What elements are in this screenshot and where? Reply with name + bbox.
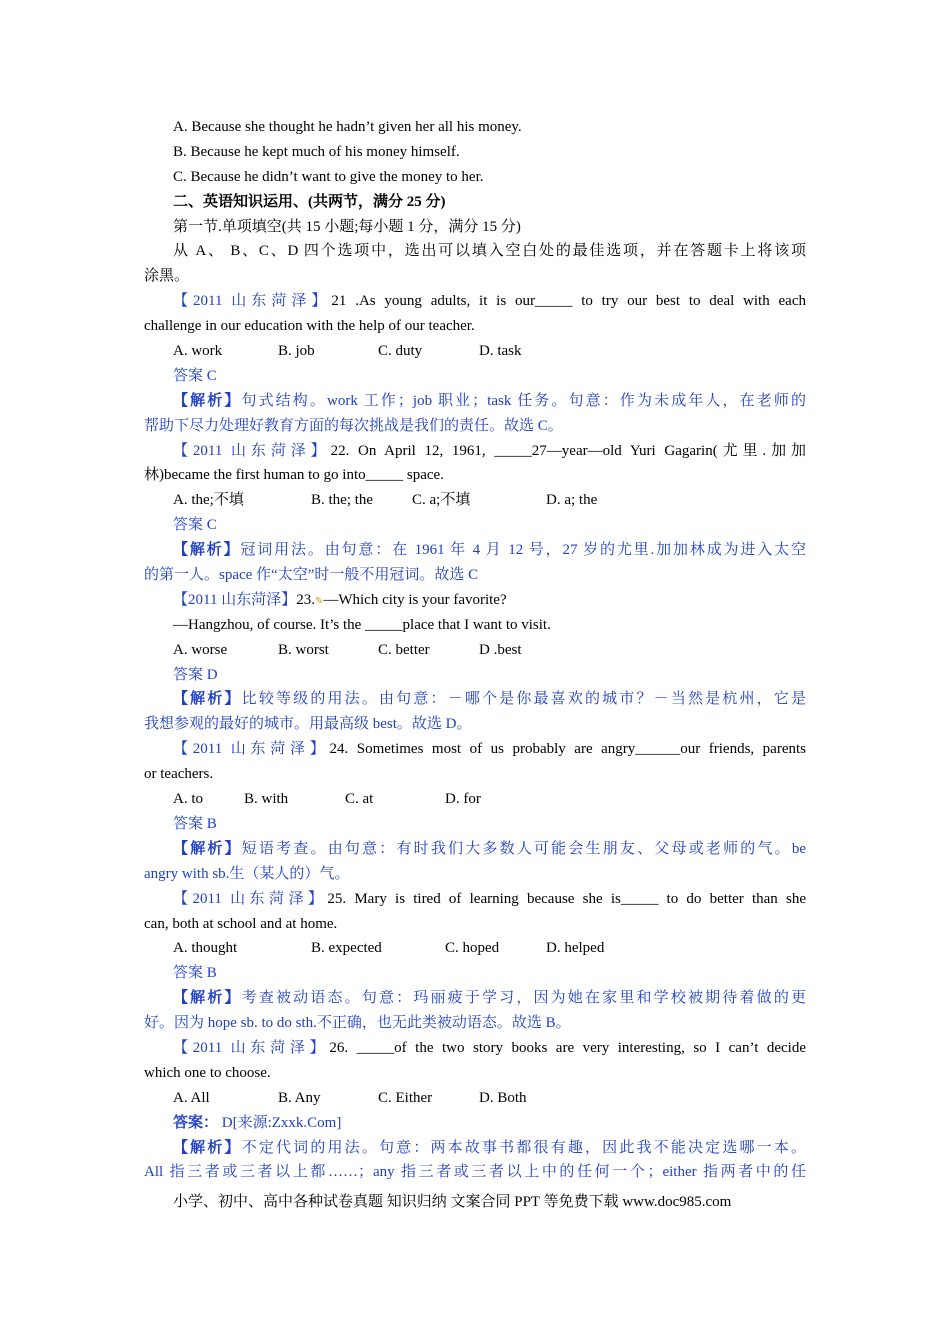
question-21-analysis-line1: 【解析】句式结构。work 工作；job 职业；task 任务。句意：作为未成年人，在老师的 bbox=[173, 392, 806, 409]
analysis-tag: 【解析】 bbox=[173, 691, 242, 708]
question-21-analysis-line2: 帮助下尽力处理好教育方面的每次挑战是我们的责任。故选 C。 bbox=[144, 417, 563, 434]
option-a: A. thought bbox=[173, 940, 238, 957]
document-content bbox=[144, 115, 806, 1185]
question-26-options bbox=[144, 1086, 806, 1111]
option-b: B. the; the bbox=[311, 492, 374, 509]
option-d: D. Both bbox=[479, 1089, 527, 1106]
option-a: A. to bbox=[173, 791, 203, 808]
question-25-answer: 答案 B bbox=[173, 965, 217, 982]
question-22-line1 bbox=[144, 439, 806, 464]
instructions-line2: 涂黑。 bbox=[144, 268, 190, 285]
source-tag: 【2011 山东菏泽】 bbox=[173, 1039, 330, 1056]
question-22-line2: 林)became the first human to go into_____ space. bbox=[144, 467, 444, 484]
option-b: B. worst bbox=[278, 641, 329, 658]
q20-option-a: A. Because she thought he hadn’t given her all his money. bbox=[173, 119, 522, 135]
source-tag: 【2011 山东菏泽】 bbox=[173, 442, 331, 459]
section1-title: 第一节.单项填空(共 15 小题;每小题 1 分，满分 15 分) bbox=[173, 218, 521, 235]
question-text: 24. Sometimes most of us probably are angry______our friends, parents bbox=[329, 741, 806, 758]
question-24-options bbox=[144, 787, 806, 812]
q20-option-b: B. Because he kept much of his money himself. bbox=[173, 143, 460, 160]
analysis-tag: 【解析】 bbox=[173, 990, 242, 1007]
option-b: B. Any bbox=[278, 1089, 321, 1106]
question-21-answer: 答案 C bbox=[173, 367, 217, 384]
analysis-tag: 【解析】 bbox=[173, 542, 241, 559]
question-26-line2: which one to choose. bbox=[144, 1064, 271, 1081]
question-26-analysis-line1: 【解析】不定代词的用法。句意：两本故事书都很有趣，因此我不能决定选哪一本。 bbox=[173, 1139, 806, 1156]
source-tag: 【2011 山东菏泽】 bbox=[173, 741, 330, 758]
instructions-line1: 从 A、 B、C、D 四个选项中，选出可以填入空白处的最佳选项，并在答题卡上将该项 bbox=[173, 243, 806, 260]
option-d: D. a; the bbox=[546, 492, 598, 509]
page-footer: 小学、初中、高中各种试卷真题 知识归纳 文案合同 PPT 等免费下载 www.doc985.com bbox=[173, 1194, 732, 1210]
analysis-tag: 【解析】 bbox=[173, 1139, 242, 1156]
question-24-line2: or teachers. bbox=[144, 766, 214, 783]
question-22-analysis-line1: 【解析】冠词用法。由句意：在 1961 年 4 月 12 号，27 岁的尤里.加加林成为进入太空 bbox=[173, 542, 806, 559]
option-c: C. Either bbox=[378, 1089, 433, 1106]
question-25-analysis-line1: 【解析】考查被动语态。句意：玛丽疲于学习，因为她在家里和学校被期待着做的更 bbox=[173, 990, 806, 1007]
option-c: C. at bbox=[345, 791, 374, 808]
question-25-analysis-line2: 好。因为 hope sb. to do sth.不正确，也无此类被动语态。故选 B。 bbox=[144, 1015, 571, 1032]
source-tag: 【2011 山东菏泽】 bbox=[173, 591, 297, 608]
option-c: C. better bbox=[378, 641, 430, 658]
option-c: C. hoped bbox=[445, 940, 500, 957]
question-23-options bbox=[144, 638, 806, 663]
question-26-analysis-line2: All 指三者或三者以上都……；any 指三者或三者以上中的任何一个；either 指两者中的任 bbox=[144, 1164, 806, 1181]
question-text: 21 .As young adults, it is our_____ to try our best to deal with each bbox=[331, 293, 806, 310]
question-21-line2: challenge in our education with the help of our teacher. bbox=[144, 318, 475, 335]
question-24-analysis-line1: 【解析】短语考查。由句意：有时我们大多数人可能会生朋友、父母或老师的气。be bbox=[173, 840, 806, 857]
question-23-line1: 【2011 山东菏泽】23.✎—Which city is your favorite? bbox=[173, 591, 507, 608]
question-21-options bbox=[144, 339, 806, 364]
question-text: 22. On April 12, 1961, _____27—year—old Yuri Gagarin(尤里.加加 bbox=[330, 442, 806, 459]
question-22-analysis-line2: 的第一人。space 作“太空”时一般不用冠词。故选 C bbox=[144, 567, 479, 584]
answer-value: D[来源:Zxxk.Com] bbox=[218, 1114, 342, 1131]
option-a: A. worse bbox=[173, 641, 228, 658]
question-23-analysis-line2: 我想参观的最好的城市。用最高级 best。故选 D。 bbox=[144, 716, 472, 733]
question-26-answer bbox=[144, 1111, 806, 1136]
question-25-line1 bbox=[144, 887, 806, 912]
question-24-analysis-line2: angry with sb.生（某人的）气。 bbox=[144, 865, 350, 882]
option-d: D. helped bbox=[546, 940, 605, 957]
option-c: C. a;不填 bbox=[412, 492, 471, 509]
question-23-line2: —Hangzhou, of course. It’s the _____place that I want to visit. bbox=[173, 616, 551, 633]
analysis-tag: 【解析】 bbox=[173, 840, 242, 857]
question-text: 25. Mary is tired of learning because she is_____ to do better than she bbox=[327, 890, 806, 907]
option-a: A. All bbox=[173, 1089, 210, 1106]
question-text: 26. _____of the two story books are very interesting, so I can’t decide bbox=[329, 1039, 806, 1056]
option-b: B. with bbox=[244, 791, 289, 808]
source-tag: 【2011 山东菏泽】 bbox=[173, 293, 332, 310]
option-c: C. duty bbox=[378, 343, 423, 360]
question-23-analysis-line1: 【解析】比较等级的用法。由句意：－哪个是你最喜欢的城市？－当然是杭州，它是 bbox=[173, 691, 806, 708]
question-23-answer: 答案 D bbox=[173, 666, 218, 683]
question-22-options bbox=[144, 488, 806, 513]
question-25-options bbox=[144, 936, 806, 961]
question-22-answer: 答案 C bbox=[173, 517, 217, 534]
option-d: D. task bbox=[479, 343, 522, 360]
analysis-tag: 【解析】 bbox=[173, 392, 242, 409]
option-d: D. for bbox=[445, 791, 481, 808]
section-title: 二、英语知识运用、(共两节，满分 25 分) bbox=[173, 193, 446, 210]
question-24-line1 bbox=[144, 737, 806, 762]
question-26-line1 bbox=[144, 1036, 806, 1061]
question-21-line1 bbox=[144, 289, 806, 314]
option-b: B. expected bbox=[311, 940, 382, 957]
option-a: A. the;不填 bbox=[173, 492, 244, 509]
question-24-answer: 答案 B bbox=[173, 815, 217, 832]
source-tag: 【2011 山东菏泽】 bbox=[173, 890, 328, 907]
option-d: D .best bbox=[479, 641, 522, 658]
q20-option-c: C. Because he didn’t want to give the money to her. bbox=[173, 168, 484, 185]
option-a: A. work bbox=[173, 343, 223, 360]
answer-label: 答案： bbox=[173, 1114, 219, 1131]
pencil-mark-icon: ✎ bbox=[314, 595, 324, 607]
question-25-line2: can, both at school and at home. bbox=[144, 915, 338, 932]
option-b: B. job bbox=[278, 343, 315, 360]
